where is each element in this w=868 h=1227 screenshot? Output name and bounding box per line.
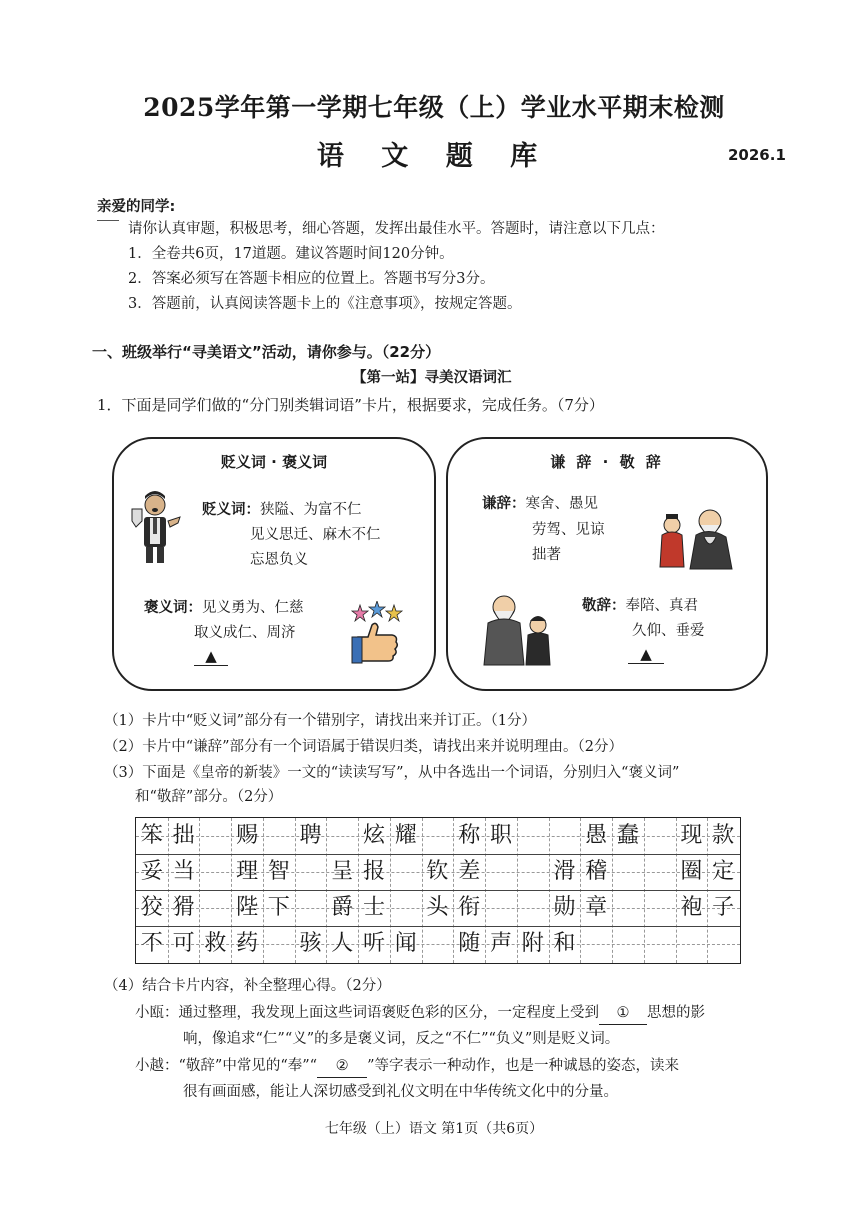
grid-char: 称: [458, 823, 481, 848]
grid-char: 报: [363, 859, 386, 884]
xiaoyue-text-b: ”等字表示一种动作，也是一种诚恳的姿态，读来: [367, 1058, 679, 1074]
greeting-dash: [97, 220, 119, 221]
thumbs-down-man-icon: [128, 487, 184, 565]
grid-char: 和: [553, 931, 576, 956]
grid-mid-line: [136, 836, 740, 837]
grid-char: 随: [458, 931, 481, 956]
grid-char: 现: [680, 823, 703, 848]
q4-prompt: （4）结合卡片内容，补全整理心得。（2分）: [104, 978, 391, 994]
grid-char: 救: [204, 931, 227, 956]
subquestion-1: （1）卡片中“贬义词”部分有一个错别字，请找出来并订正。（1分）: [104, 713, 537, 729]
grid-char: 声: [489, 931, 512, 956]
grid-char: 章: [585, 895, 608, 920]
card-bianyi-baoyi: [112, 437, 436, 691]
grid-char: 士: [363, 895, 386, 920]
xiaoou-text-b: 思想的影: [647, 1005, 705, 1021]
grid-char: 愚: [585, 823, 608, 848]
grid-char: 可: [172, 931, 195, 956]
jingci-line-2: 久仰、垂爱: [632, 623, 705, 639]
grid-char: 衔: [458, 895, 481, 920]
card-left-title: 贬义词 · 褒义词: [220, 453, 328, 471]
grid-char: 狡: [140, 895, 163, 920]
qianci-label: 谦辞：: [482, 496, 526, 512]
grid-char: 耀: [394, 823, 417, 848]
grid-char: 骇: [299, 931, 322, 956]
card-left-triangle: ▲: [194, 647, 228, 666]
grid-char: 当: [172, 859, 195, 884]
xiaoyue-label: 小越：: [135, 1058, 179, 1074]
station-title: 【第一站】寻美汉语词汇: [352, 370, 512, 386]
grid-char: 勋: [553, 895, 576, 920]
page-subtitle: 语 文 题 库: [316, 141, 552, 172]
grid-char: 呈: [331, 859, 354, 884]
grid-char: 附: [521, 931, 544, 956]
grid-char: 头: [426, 895, 449, 920]
bianyi-line-1: 狭隘、为富不仁: [260, 502, 362, 518]
grid-char: 差: [458, 859, 481, 884]
xiaoou-label: 小瓯：: [135, 1005, 179, 1021]
grid-char: 滑: [553, 859, 576, 884]
grid-char: 炫: [363, 823, 386, 848]
subquestion-3: （3）下面是《皇帝的新装》一文的“读读写写”，从中各选出一个词语，分别归入“褒义词”: [104, 765, 680, 781]
bianyi-line-2: 见义思迁、麻木不仁: [250, 527, 381, 543]
grid-char: 聘: [299, 823, 322, 848]
xiaoyue-text-a: “敬辞”中常见的“奉”“: [178, 1058, 318, 1074]
grid-char: 人: [331, 931, 354, 956]
bowing-scholars-icon: [654, 501, 740, 573]
jingci-line-1: 奉陪、真君: [625, 598, 698, 614]
grid-char: 笨: [140, 823, 163, 848]
bianyi-label: 贬义词：: [202, 502, 260, 518]
baoyi-label: 褒义词：: [144, 600, 202, 616]
exam-date: 2026.1: [728, 146, 786, 164]
subquestion-3-cont: 和“敬辞”部分。（2分）: [135, 789, 283, 805]
intro-lead: 请你认真审题，积极思考，细心答题，发挥出最佳水平。答题时，请注意以下几点：: [128, 221, 665, 237]
qianci-line-2: 劳驾、见谅: [532, 522, 605, 538]
grid-char: 稽: [585, 859, 608, 884]
grid-char: 智: [267, 859, 290, 884]
grid-char: 职: [489, 823, 512, 848]
blank-1[interactable]: ①: [599, 1002, 647, 1025]
grid-char: 听: [363, 931, 386, 956]
page-title: 2025学年第一学期七年级（上）学业水平期末检测: [143, 93, 725, 122]
qianci-line-3: 拙著: [532, 547, 561, 563]
grid-char: 款: [712, 823, 735, 848]
subquestion-2: （2）卡片中“谦辞”部分有一个词语属于错误归类，请找出来并说明理由。（2分）: [104, 739, 624, 755]
grid-char: 猾: [172, 895, 195, 920]
thumbs-up-stars-icon: [346, 601, 408, 665]
word-grid: [135, 817, 741, 964]
grid-char: 定: [712, 859, 735, 884]
card-right-title: 谦 辞 · 敬 辞: [550, 453, 664, 471]
elder-and-child-icon: [482, 587, 556, 667]
grid-char: 陛: [236, 895, 259, 920]
page-footer: 七年级（上）语文 第1页（共6页）: [324, 1121, 544, 1137]
intro-note-1: 1．全卷共6页，17道题。建议答题时间120分钟。: [128, 246, 454, 262]
grid-char: 妥: [140, 859, 163, 884]
bianyi-line-3: 忘恩负义: [250, 552, 308, 568]
question-1: 1．下面是同学们做的“分门别类辑词语”卡片，根据要求，完成任务。（7分）: [97, 396, 604, 414]
qianci-line-1: 寒舍、愚见: [525, 496, 598, 512]
grid-char: 圈: [680, 859, 703, 884]
grid-char: 不: [140, 931, 163, 956]
xiaoou-text-c: 响，像追求“仁”“义”的多是褒义词，反之“不仁”“负义”则是贬义词。: [183, 1031, 620, 1047]
grid-char: 爵: [331, 895, 354, 920]
xiaoyue-text-c: 很有画面感，能让人深切感受到礼仪文明在中华传统文化中的分量。: [183, 1084, 618, 1100]
grid-char: 闻: [394, 931, 417, 956]
baoyi-line-2: 取义成仁、周济: [194, 625, 296, 641]
grid-char: 理: [236, 859, 259, 884]
greeting: 亲爱的同学:: [97, 199, 176, 215]
grid-char: 下: [267, 895, 290, 920]
blank-2[interactable]: ②: [317, 1055, 367, 1078]
grid-char: 药: [236, 931, 259, 956]
grid-char: 子: [712, 895, 735, 920]
grid-char: 拙: [172, 823, 195, 848]
grid-char: 袍: [680, 895, 703, 920]
section-heading: 一、班级举行“寻美语文”活动，请你参与。（22分）: [92, 343, 441, 361]
card-right-triangle: ▲: [628, 645, 664, 664]
grid-char: 钦: [426, 859, 449, 884]
card-qianci-jingci: [446, 437, 768, 691]
baoyi-line-1: 见义勇为、仁慈: [202, 600, 304, 616]
grid-char: 赐: [236, 823, 259, 848]
intro-note-2: 2．答案必须写在答题卡相应的位置上。答题书写分3分。: [128, 271, 495, 287]
xiaoou-text-a: 通过整理，我发现上面这些词语褒贬色彩的区分，一定程度上受到: [178, 1005, 599, 1021]
grid-char: 蠢: [616, 823, 639, 848]
jingci-label: 敬辞：: [582, 598, 626, 614]
intro-note-3: 3．答题前，认真阅读答题卡上的《注意事项》，按规定答题。: [128, 296, 522, 312]
